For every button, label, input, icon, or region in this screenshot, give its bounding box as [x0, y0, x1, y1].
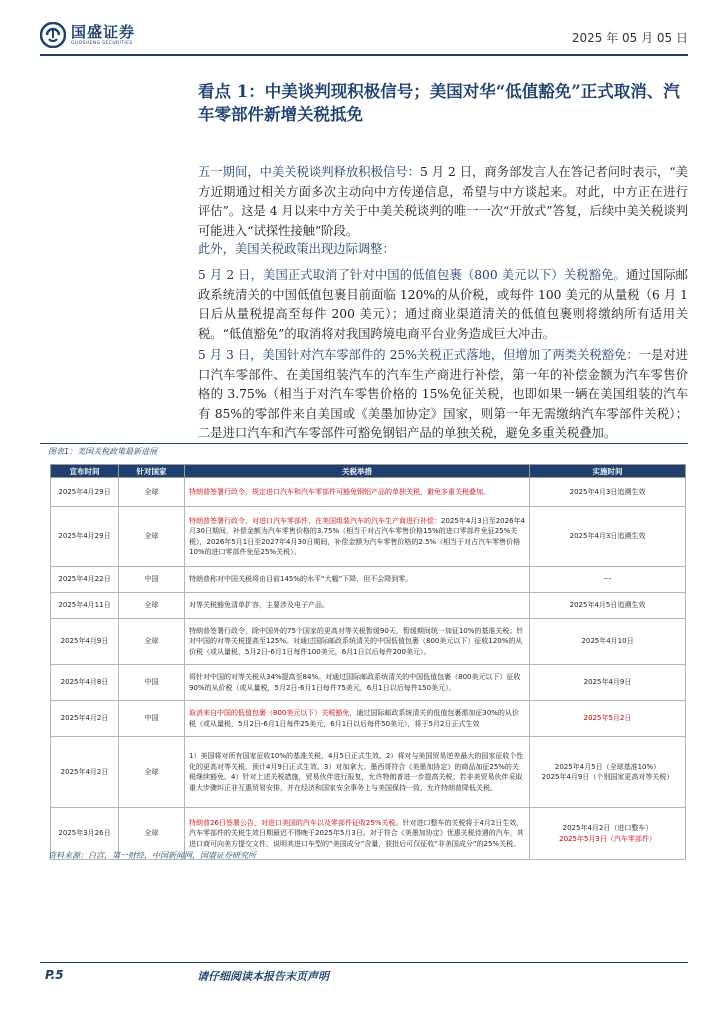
implementation-text: 2025年4月3日追溯生效 — [569, 532, 646, 541]
cell-date: 2025年4月11日 — [51, 593, 119, 619]
company-logo — [40, 22, 135, 48]
measure-highlight: 特朗普签署行政令，规定进口汽车和汽车零部件可豁免钢铝产品的单独关税，避免多重关税叠加。 — [189, 487, 490, 496]
cell-measure — [185, 619, 530, 665]
paragraph-auto-parts-tariff — [198, 346, 688, 444]
measure-highlight: 特朗普26日签署公告，对进口美国的汽车以及零部件征收25%关税。 — [189, 818, 403, 827]
source-note: 资料来源：白宫，第一财经，中国新闻网，国盛证券研究所 — [48, 851, 256, 860]
page-header — [40, 20, 688, 56]
table-row — [51, 737, 686, 808]
paragraph-body: 通过国际邮政系统清关的中国低值包裹目前面临 120%的从价税，或每件 100 美元的从量税（6 月 1 日后从量税提高至每件 200 美元）；通过商业渠道清关的低值包裹则将缴纳所有适用关税。“低值豁免”的取消将对我国跨境电商平台业务造成巨大冲击。 — [198, 268, 688, 341]
cell-country: 全球 — [119, 808, 185, 860]
paragraph-body: 一是对进口汽车零部件、在美国组装汽车的汽车生产商进行补偿，第一年的补偿金额为汽车零售价格的 3.75%（相当于对汽车零售价格的 15%免征关税，也即如果一辆在美国组装的汽车有 85%的零部件来自美国或《美墨加协定》国家，则第一年无需缴纳汽车零部件关税）；二是进口汽车和汽车零部件可豁免钢铝产品的单独关税，避免多重关税叠加。 — [198, 348, 688, 440]
implementation-text: 2025年4月10日 — [581, 637, 634, 646]
implementation-text: 2025年4月5日（全球基准10%） 2025年4月9日（个别国家更高对等关税） — [541, 762, 674, 781]
report-date: 2025 年 05 月 05 日 — [571, 31, 688, 45]
measure-text: 通过国际邮政系统清关的低值包裹需加征30%的从价税（或从量税，5月2日-6月1日每件25美元，6月1日以后每件50美元），将于5月2日正式生效 — [189, 709, 519, 728]
implementation-text: 2025年4月9日 — [583, 678, 632, 687]
cell-country: 中国 — [119, 665, 185, 701]
implementation-text: 2025年4月2日（进口整车） — [562, 824, 653, 832]
logo-chinese-name: 国盛证券 — [71, 22, 136, 41]
paragraph-highlight: 5 月 3 日，美国针对汽车零部件的 25%关税正式落地，但增加了两类关税豁免： — [198, 348, 639, 362]
paragraph-policy-intro — [198, 240, 688, 260]
paragraph-highlight: 此外，美国关税政策出现边际调整： — [198, 242, 395, 256]
paragraph-highlight: 5 月 2 日，美国正式取消了针对中国的低值包裹（800 美元以下）关税豁免。 — [198, 268, 626, 282]
column-header-measure: 关税举措 — [185, 465, 530, 478]
cell-country: 全球 — [119, 478, 185, 507]
measure-text: 1）美国将对所有国家征收10%的基准关税，4月5日正式生效。2）将对与美国贸易逆差最大的国家征收个性化的更高对等关税，预计4月9日正式生效。3）对加拿大、墨西哥符合《美墨加协定》的商品加征25%的关税继续豁免。4）针对上述关税措施，贸易伙伴进行报复，允许特朗普进一步提高关税；若非美贸易伙伴采取重大步骤纠正非互惠贸易安排，并在经济和国家安全事务上与美国保持一致，允许特朗普降低关税。 — [189, 752, 524, 792]
cell-measure — [185, 567, 530, 593]
paragraph-talks-signal — [198, 163, 688, 241]
measure-text: 特朗普签署行政令，除中国外的75个国家的更高对等关税暂缓90天，暂缓期间统一加征10%的基准关税；针对中国的对等关税提高至125%。对通过国际邮政系统清关的中国低值包裹（800美元以下）征收120%的从价税（或从量税，5月2日-6月1日每件100美元，6月1日以后每件200美元）。 — [189, 626, 524, 656]
cell-date: 2025年3月26日 — [51, 808, 119, 860]
column-header-country: 针对国家 — [119, 465, 185, 478]
implementation-text: 2025年4月3日追溯生效 — [569, 487, 646, 496]
tariff-policy-table — [50, 464, 686, 860]
figure-title: 图表1：美国关税政策最新进展 — [48, 447, 158, 456]
cell-measure — [185, 737, 530, 808]
measure-text: 将针对中国的对等关税从34%提高至84%。对通过国际邮政系统清关的中国低值包裹（800美元以下）征收90%的从价税（或从量税，5月2日-6月1日每件75美元，6月1日以后每件150美元）。 — [189, 673, 521, 692]
table-row — [51, 478, 686, 507]
logo-english-name: GUOSHENG SECURITIES — [71, 40, 133, 46]
cell-date: 2025年4月29日 — [51, 507, 119, 567]
paragraph-low-value-exemption — [198, 266, 688, 344]
cell-measure — [185, 701, 530, 737]
cell-date: 2025年4月2日 — [51, 737, 119, 808]
cell-country: 全球 — [119, 737, 185, 808]
cell-implementation — [530, 808, 686, 860]
cell-date: 2025年4月22日 — [51, 567, 119, 593]
column-header-implementation: 实施时间 — [530, 465, 686, 478]
cell-country: 中国 — [119, 701, 185, 737]
measure-text: 2025年4月3日至2026年4月30日期间，补偿金额为汽车零售价格的3.75%（相当于对占汽车零售价格15%的进口零部件免征25%关税），2026年5月1日至2027年4月30日期间，补偿金额为汽车零售价格的2.5%（相当于对占汽车零售价格10%的进口零部件免征25%关税）。 — [189, 516, 525, 556]
section-headline: 看点 1：中美谈判现积极信号；美国对华“低值豁免”正式取消、汽车零部件新增关税抵免 — [198, 82, 680, 124]
guosheng-logo-icon — [40, 22, 66, 48]
cell-measure — [185, 478, 530, 507]
cell-implementation — [530, 593, 686, 619]
cell-date: 2025年4月2日 — [51, 701, 119, 737]
measure-highlight: 取消来自中国的低值包裹（800美元以下）关税豁免， — [189, 709, 357, 717]
measure-highlight: 特朗普签署行政令，对进口汽车零部件、在美国组装汽车的汽车生产商进行补偿： — [189, 516, 441, 525]
cell-implementation — [530, 665, 686, 701]
cell-measure — [185, 665, 530, 701]
measure-text: 对等关税豁免清单扩容，主要涉及电子产品。 — [189, 601, 329, 610]
disclaimer-note: 请仔细阅读本报告末页声明 — [197, 970, 329, 983]
paragraph-highlight: 五一期间，中美关税谈判释放积极信号： — [198, 165, 420, 179]
figure-header — [40, 443, 688, 457]
cell-country: 中国 — [119, 567, 185, 593]
table-row — [51, 665, 686, 701]
cell-date: 2025年4月9日 — [51, 619, 119, 665]
implementation-highlight: 2025年5月3日（汽车零部件） — [559, 834, 656, 843]
column-header-date: 宣布时间 — [51, 465, 119, 478]
table-row — [51, 619, 686, 665]
implementation-text: --- — [603, 575, 612, 584]
cell-measure — [185, 507, 530, 567]
cell-implementation — [530, 619, 686, 665]
cell-date: 2025年4月29日 — [51, 478, 119, 507]
implementation-highlight: 2025年5月2日 — [583, 714, 632, 723]
paragraph-body: 5 月 2 日，商务部发言人在答记者问时表示，“美方近期通过相关方面多次主动向中方传递信息，希望与中方谈起来。对此，中方正在进行评估”。这是 4 月以来中方关于中美关税谈判的唯一一次“开放式”答复，后续中美关税谈判可能进入“试探性接触”阶段。 — [198, 165, 688, 238]
table-row — [51, 701, 686, 737]
table-row — [51, 567, 686, 593]
table-row — [51, 507, 686, 567]
table-header-row — [51, 465, 686, 478]
page-number: P.5 — [45, 968, 64, 982]
cell-measure — [185, 593, 530, 619]
cell-implementation — [530, 701, 686, 737]
cell-date: 2025年4月8日 — [51, 665, 119, 701]
cell-implementation — [530, 737, 686, 808]
cell-implementation — [530, 567, 686, 593]
cell-country: 全球 — [119, 593, 185, 619]
footer-divider — [40, 962, 688, 963]
table-row — [51, 593, 686, 619]
cell-country: 全球 — [119, 507, 185, 567]
cell-country: 全球 — [119, 619, 185, 665]
measure-text: 针对进口整车的关税将于4月2日生效，汽车零部件的关税生效日期最迟不得晚于2025年5月3日。对于符合《美墨加协定》优惠关税待遇的汽车，其进口商可向美方提交文件，说明其进口车型的“美国成分”含量，获批后可仅征收“非美国成分”的25%关税。 — [189, 818, 524, 848]
measure-text: 特朗普称对中国关税将由目前145%的水平“大幅”下降，但不会降到零。 — [189, 575, 413, 584]
cell-implementation — [530, 507, 686, 567]
implementation-text: 2025年4月5日追溯生效 — [569, 601, 646, 610]
cell-implementation — [530, 478, 686, 507]
